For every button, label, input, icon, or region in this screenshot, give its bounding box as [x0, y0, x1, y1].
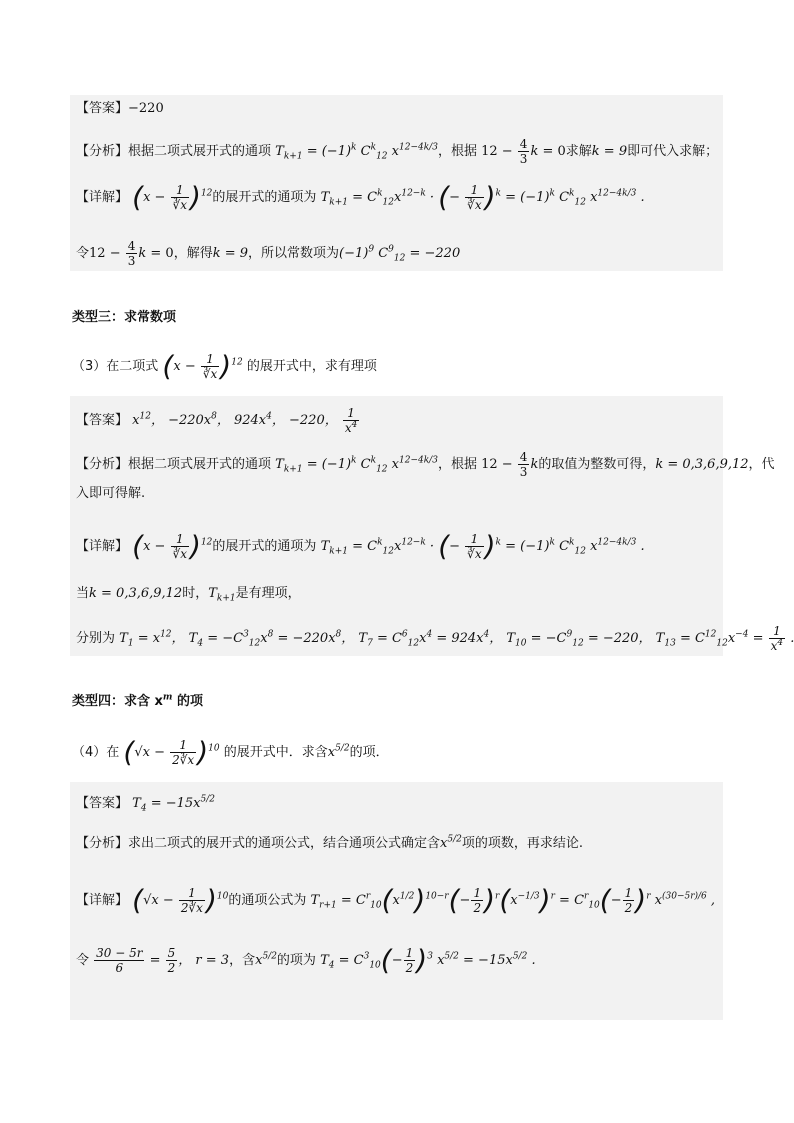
- answer-tag: 【答案】: [76, 413, 129, 428]
- question-text: （3）在二项式: [72, 359, 159, 374]
- formula-expansion: $T_{k+1} = C^k_{12}x^{12-k}$ · (− $\frac{1}{∛x}$ )$^k = (-1)^k$ $C^k_{12}$ $x^{12-4k/3}$ .: [320, 529, 645, 563]
- formula-k: k = 9: [212, 246, 249, 261]
- analysis-tag: 【分析】: [76, 836, 129, 851]
- conclusion-line: [76, 943, 536, 977]
- answer-value: $T_4 = -15x^{5/2}$: [132, 794, 215, 814]
- answer-tag: 【答案】: [76, 101, 129, 116]
- when-line: [76, 584, 301, 604]
- question-text: 的展开式中，求有理项: [246, 359, 377, 374]
- formula-power: $x^{5/2}$: [440, 834, 462, 851]
- formula-k-values: k = 0,3,6,9,12: [89, 586, 183, 601]
- formula-result: $T_4 = C^3_{10}(-$ $\frac{1}{2}$ )$^3$ $x^{5/2} = -15x^{5/2}$ .: [320, 943, 536, 977]
- formula-general-term: $T_{k+1} = (-1)^k$ $C^k_{12}$ $x^{12-4k/3}$: [275, 142, 438, 162]
- analysis-text: ，根据: [437, 457, 477, 472]
- formula-expansion: $T_{r+1} = C^r_{10}(x^{1/2})^{10-r}(-$ $\frac{1}{2}$ )$^r(x^{-1/3})^r = C^r_{10}(-$ $\frac{1}{2}$ )$^r$ $x^{(30-5r)/6}$ ,: [310, 883, 716, 917]
- answer-block-3: [70, 396, 794, 656]
- question-3: [72, 349, 377, 383]
- detail-tag: 【详解】: [76, 539, 129, 554]
- detail-tag: 【详解】: [76, 893, 129, 908]
- answer-block-1: [70, 95, 723, 271]
- section-heading-type3: 类型三：求常数项: [72, 310, 177, 325]
- analysis-text: 即可代入求解；: [627, 144, 719, 159]
- formula-expansion: $T_{k+1} = C^k_{12}x^{12-k}$ · (− $\frac{1}{∛x}$ )$^k = (-1)^k$ $C^k_{12}$ $x^{12-4k/3}$ .: [320, 180, 645, 214]
- answer-line: [76, 406, 360, 435]
- analysis-line: [76, 834, 583, 854]
- answer-block-4: [70, 782, 723, 1020]
- formula-power: $x^{5/2}$: [255, 951, 277, 968]
- formula-condition: 12 − $\frac{4}{3}$ k = 0: [481, 137, 566, 166]
- answer-value: $x^{12}$， $-220x^8$， $924x^4$， −220， $\frac{1}{x^4}$: [132, 406, 358, 435]
- formula-binomial: (x − $\frac{1}{∛x}$ )$^{12}$: [132, 529, 213, 563]
- analysis-text: ，根据: [437, 144, 477, 159]
- detail-text: 的展开式的通项为: [212, 539, 317, 554]
- analysis-text: 求解: [565, 144, 592, 159]
- detail-line: [76, 883, 716, 917]
- analysis-text: 入即可得解.: [76, 486, 146, 501]
- conclusion-text: 的项为: [276, 953, 316, 968]
- formula-condition: $\frac{30 - 5r}{6}$ = $\frac{5}{2}$ ， r = 3: [96, 946, 230, 975]
- analysis-text: 的取值为整数可得，: [538, 457, 656, 472]
- formula-power: $x^{5/2}$: [327, 743, 350, 760]
- conclusion-line: [76, 239, 460, 268]
- when-text: 是有理项，: [235, 586, 301, 601]
- answer-line: [76, 99, 164, 119]
- detail-line: [76, 180, 645, 214]
- analysis-tag: 【分析】: [76, 144, 129, 159]
- answer-line: [76, 794, 215, 814]
- conclusion-text: ，解得: [173, 246, 213, 261]
- formula-term: $T_{k+1}$: [208, 586, 236, 604]
- formula-binomial: (x − $\frac{1}{∛x}$ )$^{12}$: [132, 180, 213, 214]
- formula-binomial: (√x − $\frac{1}{2∛x}$ )$^{10}$: [123, 735, 220, 769]
- analysis-tag: 【分析】: [76, 457, 129, 472]
- answer-tag: 【答案】: [76, 796, 129, 811]
- detail-text: 的通项公式为: [228, 893, 307, 908]
- analysis-text: 求出二项式的展开式的通项公式，结合通项公式确定含: [128, 836, 441, 851]
- respectively-text: 分别为: [76, 631, 116, 646]
- formula-exponent: 12 − $\frac{4}{3}$ k: [481, 450, 539, 479]
- section-heading-type4: 类型四：求含 $x^m$ 的项: [72, 692, 203, 709]
- conclusion-text: 令: [76, 953, 90, 968]
- formula-terms-list: $T_1 = x^{12}$， $T_4 = -C^3_{12}x^8 = -220x^8$， $T_7 = C^6_{12}x^4 = 924x^4$， $T_{10} = -C^9_{12} = -220$， $T_{13} = C^{12}_{12}x^{-4}$ = $\frac{1}{x^4}$ .: [119, 624, 794, 653]
- analysis-line-2: [76, 484, 145, 504]
- when-text: 时，: [182, 586, 209, 601]
- formula-binomial: (√x − $\frac{1}{2∛x}$ )$^{10}$: [132, 883, 229, 917]
- analysis-text: 根据二项式展开式的通项: [128, 144, 272, 159]
- detail-tag: 【详解】: [76, 190, 129, 205]
- formula-binomial: (x − $\frac{1}{∛x}$ )$^{12}$: [162, 349, 243, 383]
- heading-text: 类型四：求含 x: [72, 694, 163, 709]
- analysis-text: 根据二项式展开式的通项: [128, 457, 272, 472]
- analysis-line: [76, 137, 718, 166]
- analysis-text: ，代: [748, 457, 775, 472]
- formula-condition: 12 − $\frac{4}{3}$ k = 0: [89, 239, 174, 268]
- heading-text: 的项: [172, 694, 203, 709]
- formula-k: k = 9: [591, 144, 628, 159]
- analysis-text: 项的项数，再求结论.: [461, 836, 583, 851]
- question-text: 的展开式中．求含: [223, 745, 328, 760]
- conclusion-text: ，所以常数项为: [248, 246, 340, 261]
- question-text: （4）在: [72, 745, 120, 760]
- detail-text: 的展开式的通项为: [212, 190, 317, 205]
- conclusion-text: ，含: [229, 953, 256, 968]
- question-4: [72, 735, 389, 769]
- analysis-line: [76, 450, 775, 479]
- respectively-line: [76, 624, 794, 653]
- detail-line: [76, 529, 645, 563]
- conclusion-text: 令: [76, 246, 90, 261]
- formula-k-values: k = 0,3,6,9,12: [655, 457, 749, 472]
- when-text: 当: [76, 586, 90, 601]
- formula-general-term: $T_{k+1} = (-1)^k$ $C^k_{12}$ $x^{12-4k/3}$: [275, 455, 438, 475]
- question-text: 的项．: [349, 745, 389, 760]
- formula-constant-term: $(-1)^9$ $C^9_{12} = -220$: [339, 244, 461, 264]
- answer-value: −220: [128, 101, 164, 116]
